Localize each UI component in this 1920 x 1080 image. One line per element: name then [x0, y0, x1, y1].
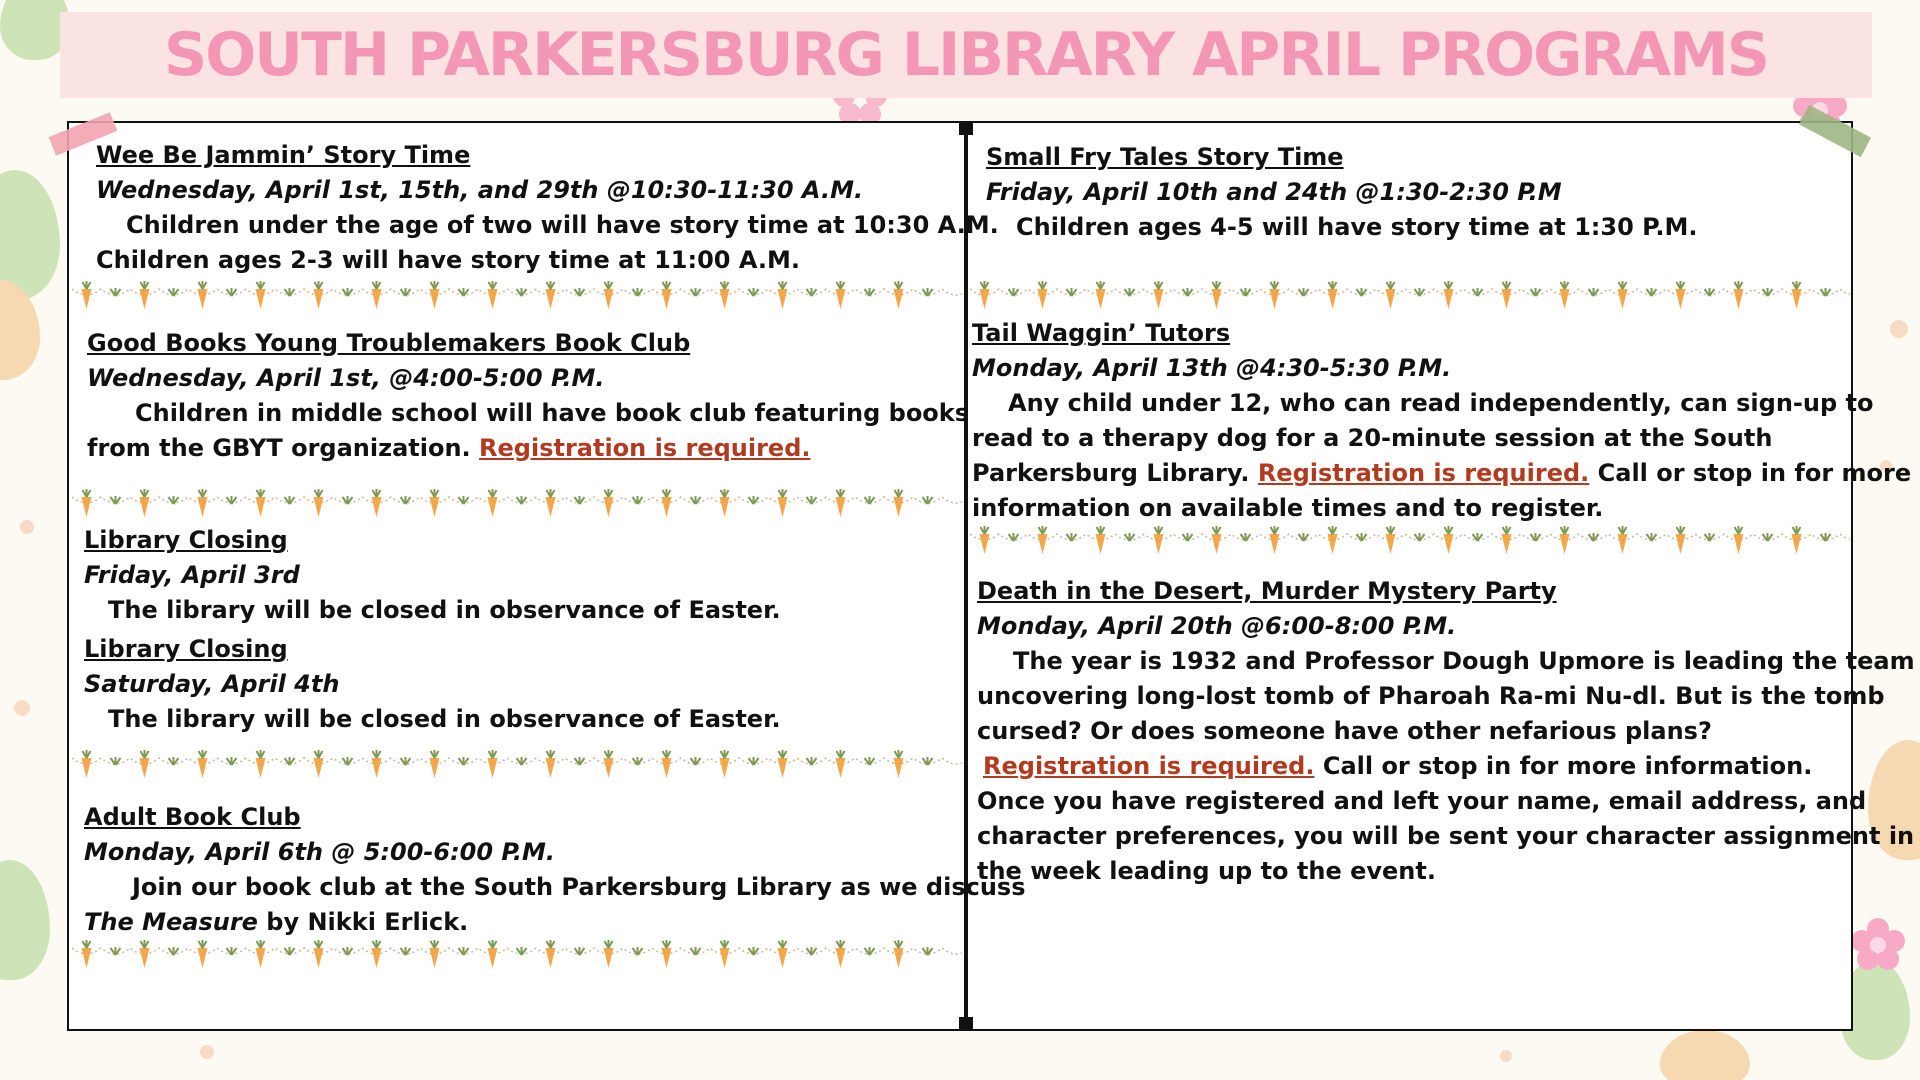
carrot-icon: [1792, 526, 1802, 554]
event-date: Monday, April 20th @6:00-8:00 P.M.: [977, 612, 1457, 640]
carrot-icon: [140, 940, 150, 968]
carrot-icon: [1502, 281, 1512, 309]
carrot-icon: [604, 281, 614, 309]
carrot-garland: [970, 279, 1850, 313]
carrot-icon: [836, 750, 846, 778]
carrot-icon: [488, 281, 498, 309]
carrot-icon: [1270, 281, 1280, 309]
carrot-icon: [1618, 281, 1628, 309]
carrot-icon: [778, 489, 788, 517]
carrot-icon: [1386, 526, 1396, 554]
carrot-icon: [82, 489, 92, 517]
carrot-icon: [430, 940, 440, 968]
carrot-icon: [1734, 281, 1744, 309]
carrot-icon: [778, 940, 788, 968]
event-library-closing-friday: [84, 523, 781, 628]
title-banner: [60, 12, 1872, 98]
carrot-icon: [1560, 281, 1570, 309]
event-description: Children ages 2-3 will have story time at 11:00 A.M.: [96, 246, 800, 274]
flower-icon: [1848, 915, 1908, 975]
carrot-icon: [256, 489, 266, 517]
event-heading: Adult Book Club: [84, 803, 301, 831]
carrot-garland: [72, 279, 962, 313]
event-small-fry-tales: [986, 140, 1697, 245]
event-heading: Good Books Young Troublemakers Book Club: [87, 329, 691, 357]
carrot-icon: [140, 281, 150, 309]
event-description: cursed? Or does someone have other nefarious plans?: [977, 717, 1712, 745]
event-description: Join our book club at the South Parkersburg Library as we discuss: [132, 873, 1026, 901]
carrot-icon: [430, 281, 440, 309]
event-heading: Death in the Desert, Murder Mystery Party: [977, 577, 1557, 605]
confetti-dot: [200, 1045, 214, 1059]
easter-egg-icon: [0, 860, 50, 980]
confetti-dot: [14, 700, 30, 716]
carrot-garland: [72, 487, 962, 521]
carrot-icon: [314, 750, 324, 778]
carrot-icon: [662, 489, 672, 517]
event-description: Any child under 12, who can read independently, can sign-up to: [1008, 389, 1874, 417]
event-date: Friday, April 3rd: [84, 561, 300, 589]
carrot-icon: [1154, 526, 1164, 554]
carrot-icon: [430, 750, 440, 778]
carrot-icon: [372, 750, 382, 778]
page-title: SOUTH PARKERSBURG LIBRARY APRIL PROGRAMS: [164, 20, 1768, 90]
description-text: Parkersburg Library.: [972, 459, 1250, 487]
event-library-closing-saturday: [84, 632, 781, 737]
carrot-icon: [198, 489, 208, 517]
carrot-icon: [314, 940, 324, 968]
carrot-icon: [256, 750, 266, 778]
book-title: The Measure: [84, 908, 258, 936]
carrot-icon: [894, 489, 904, 517]
carrot-icon: [1038, 281, 1048, 309]
event-description: read to a therapy dog for a 20-minute session at the South: [972, 424, 1773, 452]
carrot-icon: [720, 750, 730, 778]
confetti-dot: [20, 520, 34, 534]
carrot-icon: [198, 750, 208, 778]
carrot-icon: [836, 489, 846, 517]
description-text: Call or stop in for more: [1589, 459, 1912, 487]
description-text: from the GBYT organization.: [87, 434, 471, 462]
carrot-icon: [1328, 281, 1338, 309]
carrot-icon: [198, 940, 208, 968]
carrot-icon: [140, 489, 150, 517]
book-author: by Nikki Erlick.: [257, 908, 469, 936]
carrot-icon: [1792, 281, 1802, 309]
registration-link[interactable]: Registration is required.: [983, 752, 1315, 780]
carrot-icon: [256, 940, 266, 968]
event-wee-be-jammin: [96, 138, 999, 278]
carrot-icon: [1676, 526, 1686, 554]
carrot-icon: [1038, 526, 1048, 554]
carrot-icon: [894, 940, 904, 968]
carrot-icon: [546, 281, 556, 309]
carrot-icon: [430, 489, 440, 517]
carrot-icon: [314, 281, 324, 309]
description-text: Call or stop in for more information.: [1314, 752, 1813, 780]
event-heading: Library Closing: [84, 526, 288, 554]
carrot-icon: [546, 940, 556, 968]
event-date: Wednesday, April 1st, 15th, and 29th @10:30-11:30 A.M.: [96, 176, 864, 204]
carrot-icon: [488, 750, 498, 778]
divider-cap-top: [959, 121, 973, 135]
carrot-icon: [662, 281, 672, 309]
registration-link[interactable]: Registration is required.: [1257, 459, 1590, 487]
carrot-icon: [980, 281, 990, 309]
event-date: Friday, April 10th and 24th @1:30-2:30 P.M: [986, 178, 1562, 206]
carrot-icon: [372, 489, 382, 517]
carrot-icon: [1444, 526, 1454, 554]
confetti-dot: [1500, 1050, 1512, 1062]
event-murder-mystery-party: [977, 574, 1915, 889]
carrot-icon: [1270, 526, 1280, 554]
carrot-icon: [1676, 281, 1686, 309]
carrot-icon: [546, 489, 556, 517]
event-date: Monday, April 13th @4:30-5:30 P.M.: [972, 354, 1452, 382]
carrot-icon: [662, 750, 672, 778]
carrot-icon: [372, 281, 382, 309]
carrot-icon: [488, 940, 498, 968]
carrot-icon: [140, 750, 150, 778]
carrot-icon: [1734, 526, 1744, 554]
carrot-icon: [604, 940, 614, 968]
event-description: The library will be closed in observance of Easter.: [108, 705, 781, 733]
event-heading: Small Fry Tales Story Time: [986, 143, 1344, 171]
carrot-icon: [1502, 526, 1512, 554]
event-description: character preferences, you will be sent your character assignment in: [977, 822, 1915, 850]
carrot-icon: [604, 750, 614, 778]
carrot-icon: [1154, 281, 1164, 309]
carrot-icon: [720, 489, 730, 517]
event-description: [972, 456, 1911, 491]
carrot-icon: [546, 750, 556, 778]
event-date: Saturday, April 4th: [84, 670, 340, 698]
event-gbyt-book-club: [87, 326, 969, 466]
event-adult-book-club: [84, 800, 1026, 940]
carrot-icon: [778, 281, 788, 309]
carrot-icon: [82, 750, 92, 778]
carrot-icon: [82, 940, 92, 968]
carrot-icon: [1096, 281, 1106, 309]
carrot-icon: [604, 489, 614, 517]
event-description: the week leading up to the event.: [977, 857, 1436, 885]
carrot-icon: [372, 940, 382, 968]
carrot-icon: [82, 281, 92, 309]
event-description: The library will be closed in observance of Easter.: [108, 596, 781, 624]
carrot-icon: [894, 750, 904, 778]
carrot-icon: [1560, 526, 1570, 554]
event-description: Once you have registered and left your name, email address, and: [977, 787, 1867, 815]
carrot-icon: [720, 281, 730, 309]
event-description: Children under the age of two will have story time at 10:30 A.M.: [126, 211, 999, 239]
carrot-garland: [72, 938, 962, 972]
carrot-garland: [970, 524, 1850, 558]
event-tail-waggin-tutors: [972, 316, 1911, 526]
event-description: [84, 905, 1026, 940]
carrot-icon: [1618, 526, 1628, 554]
carrot-icon: [1212, 281, 1222, 309]
carrot-icon: [1212, 526, 1222, 554]
carrot-icon: [778, 750, 788, 778]
carrot-icon: [836, 281, 846, 309]
carrot-icon: [894, 281, 904, 309]
event-heading: Tail Waggin’ Tutors: [972, 319, 1231, 347]
carrot-icon: [256, 281, 266, 309]
carrot-icon: [662, 940, 672, 968]
event-description: [87, 431, 969, 466]
carrot-icon: [1096, 526, 1106, 554]
event-description: [977, 749, 1915, 784]
event-date: Wednesday, April 1st, @4:00-5:00 P.M.: [87, 364, 605, 392]
carrot-icon: [198, 281, 208, 309]
event-heading: Library Closing: [84, 635, 288, 663]
carrot-icon: [1386, 281, 1396, 309]
easter-egg-icon: [1660, 1030, 1750, 1080]
carrot-icon: [720, 940, 730, 968]
carrot-icon: [980, 526, 990, 554]
event-description: Children in middle school will have book club featuring books: [135, 399, 970, 427]
registration-link[interactable]: Registration is required.: [479, 434, 811, 462]
divider-cap-bottom: [959, 1017, 973, 1031]
carrot-garland: [72, 748, 962, 782]
event-description: uncovering long-lost tomb of Pharoah Ra-mi Nu-dl. But is the tomb: [977, 682, 1885, 710]
carrot-icon: [488, 489, 498, 517]
carrot-icon: [836, 940, 846, 968]
carrot-icon: [314, 489, 324, 517]
carrot-icon: [1444, 281, 1454, 309]
event-date: Monday, April 6th @ 5:00-6:00 P.M.: [84, 838, 555, 866]
event-heading: Wee Be Jammin’ Story Time: [96, 141, 471, 169]
event-description: The year is 1932 and Professor Dough Upmore is leading the team: [1013, 647, 1915, 675]
carrot-icon: [1328, 526, 1338, 554]
event-description: information on available times and to register.: [972, 494, 1604, 522]
event-description: Children ages 4-5 will have story time at 1:30 P.M.: [1016, 213, 1698, 241]
